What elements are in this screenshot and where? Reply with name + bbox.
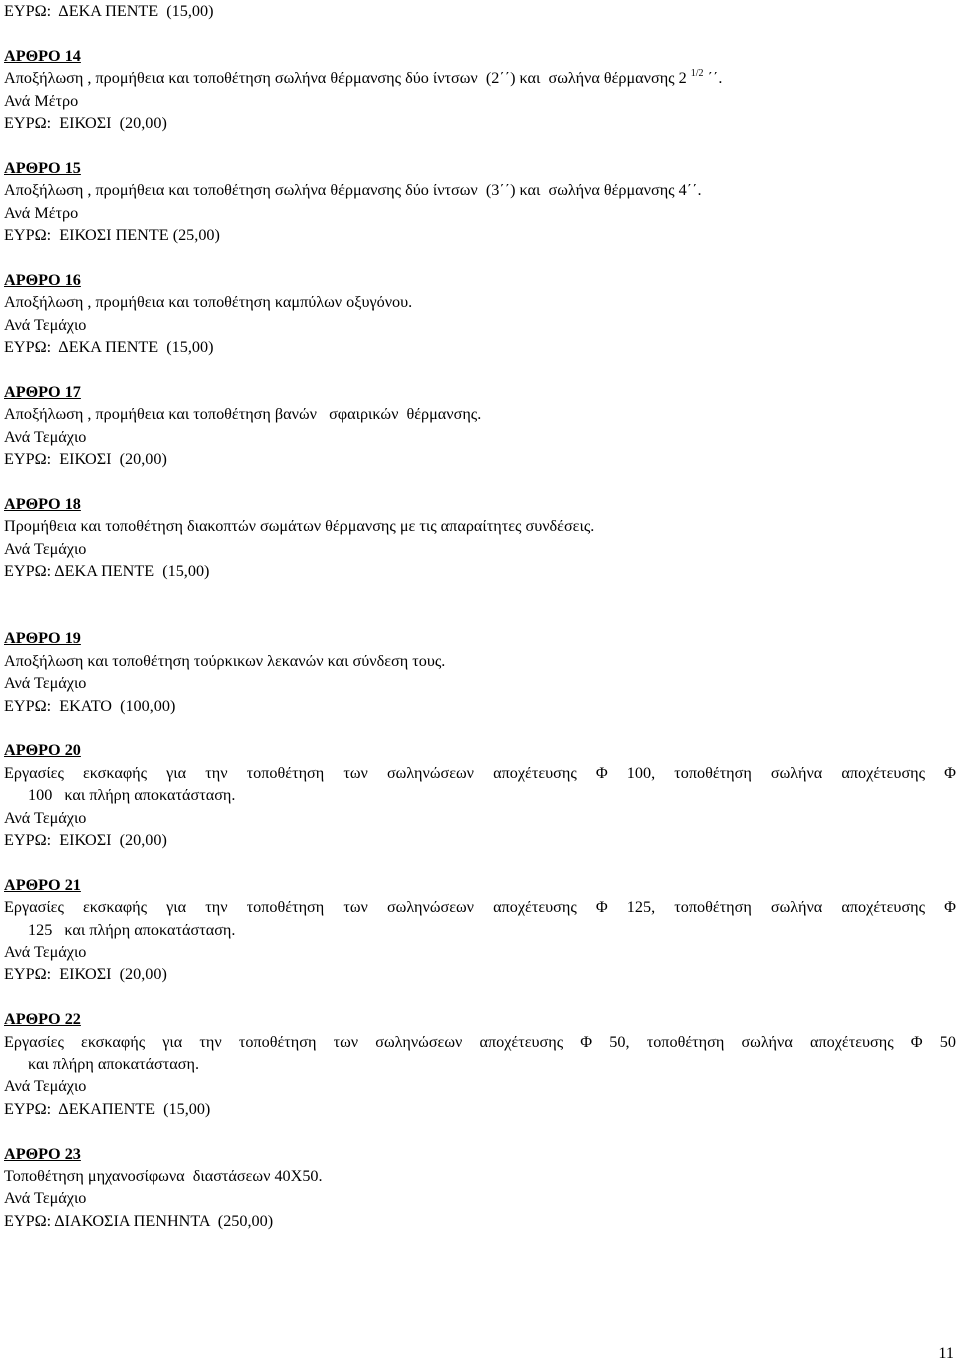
article-unit: Ανά Τεμάχιο: [4, 674, 87, 693]
article-price: ΕΥΡΩ: ΕΙΚΟΣΙ (20,00): [4, 965, 167, 984]
article-unit: Ανά Τεμάχιο: [4, 539, 87, 558]
page-number: 11: [938, 1344, 954, 1362]
article-title: ΑΡΘΡΟ 20: [4, 741, 81, 760]
article-title: ΑΡΘΡΟ 21: [4, 875, 81, 894]
article-description: Αποξήλωση , προμήθεια και τοποθέτηση βανών σφαιρικών θέρμανσης.: [4, 405, 482, 424]
article-description-line-1: Εργασίες εκσκαφής για την τοποθέτηση των σωληνώσεων αποχέτευσης Φ 100, τοποθέτηση σωλήνα αποχέτευσης Φ: [4, 763, 956, 782]
article-unit: Ανά Τεμάχιο: [4, 1077, 87, 1096]
article-title: ΑΡΘΡΟ 15: [4, 158, 81, 177]
article-16: [4, 269, 956, 359]
article-description-line-1: Εργασίες εκσκαφής για την τοποθέτηση των σωληνώσεων αποχέτευσης Φ 50, τοποθέτηση σωλήνα αποχέτευσης Φ 50: [4, 1032, 956, 1051]
article-title: ΑΡΘΡΟ 19: [4, 629, 81, 648]
article-unit: Ανά Τεμάχιο: [4, 808, 87, 827]
article-description: Αποξήλωση , προμήθεια και τοποθέτηση καμπύλων οξυγόνου.: [4, 293, 413, 312]
article-unit: Ανά Τεμάχιο: [4, 1189, 87, 1208]
price-line: ΕΥΡΩ: ΔΕΚΑ ΠΕΝΤΕ (15,00): [4, 2, 214, 20]
article-description: Αποξήλωση και τοποθέτηση τούρκικων λεκανών και σύνδεση τους.: [4, 651, 446, 670]
article-title: ΑΡΘΡΟ 22: [4, 1010, 81, 1029]
article-price: ΕΥΡΩ: ΕΙΚΟΣΙ (20,00): [4, 830, 167, 849]
article-price: ΕΥΡΩ: ΔΕΚΑ ΠΕΝΤΕ (15,00): [4, 338, 214, 357]
article-unit: Ανά Τεμάχιο: [4, 427, 87, 446]
article-title: ΑΡΘΡΟ 18: [4, 494, 81, 513]
article-price: ΕΥΡΩ: ΔΕΚΑΠΕΝΤΕ (15,00): [4, 1099, 211, 1118]
article-description: Αποξήλωση , προμήθεια και τοποθέτηση σωλήνα θέρμανσης δύο ίντσων (3΄΄) και σωλήνα θέρμανσης 4΄΄.: [4, 181, 702, 200]
article-description-line-1: Εργασίες εκσκαφής για την τοποθέτηση των σωληνώσεων αποχέτευσης Φ 125, τοποθέτηση σωλήνα αποχέτευσης Φ: [4, 898, 956, 917]
article-description-line-2: 100 και πλήρη αποκατάσταση.: [28, 786, 236, 805]
article-22: [4, 1008, 956, 1120]
article-description: Αποξήλωση , προμήθεια και τοποθέτηση σωλήνα θέρμανσης δύο ίντσων (2΄΄) και σωλήνα θέρμανσης 2 $^{1/2}$ ΄΄.: [4, 68, 723, 88]
article-description-line-2: και πλήρη αποκατάσταση.: [28, 1054, 200, 1073]
article-unit: Ανά Μέτρο: [4, 203, 79, 222]
article-description-line-2: 125 και πλήρη αποκατάσταση.: [28, 920, 236, 939]
article-title: ΑΡΘΡΟ 23: [4, 1144, 81, 1163]
article-title: ΑΡΘΡΟ 17: [4, 382, 81, 401]
article-unit: Ανά Μέτρο: [4, 91, 79, 110]
article-19: [4, 627, 956, 717]
article-description: Προμήθεια και τοποθέτηση διακοπτών σωμάτων θέρμανσης με τις απαραίτητες συνδέσεις.: [4, 517, 595, 536]
article-description: Τοποθέτηση μηχανοσίφωνα διαστάσεων 40Χ50.: [4, 1166, 323, 1185]
article-price: ΕΥΡΩ: ΕΙΚΟΣΙ ΠΕΝΤΕ (25,00): [4, 226, 220, 245]
document-body: [4, 0, 956, 1232]
article-14: [4, 45, 956, 135]
article-price: ΕΥΡΩ: ΔΕΚΑ ΠΕΝΤΕ (15,00): [4, 562, 210, 581]
article-unit: Ανά Τεμάχιο: [4, 315, 87, 334]
article-23: [4, 1143, 956, 1233]
article-price: ΕΥΡΩ: ΕΙΚΟΣΙ (20,00): [4, 450, 167, 469]
article-title: ΑΡΘΡΟ 16: [4, 270, 81, 289]
article-20: [4, 739, 956, 851]
article-15: [4, 157, 956, 247]
article-21: [4, 874, 956, 986]
article-18: [4, 493, 956, 583]
article-title: ΑΡΘΡΟ 14: [4, 46, 81, 65]
article-price: ΕΥΡΩ: ΕΙΚΟΣΙ (20,00): [4, 114, 167, 133]
article-17: [4, 381, 956, 471]
article-unit: Ανά Τεμάχιο: [4, 942, 87, 961]
article-price: ΕΥΡΩ: ΕΚΑΤΟ (100,00): [4, 696, 176, 715]
superscript-fraction: 1/2: [690, 68, 704, 80]
article-price: ΕΥΡΩ: ΔΙΑΚΟΣΙΑ ΠΕΝΗΝΤΑ (250,00): [4, 1211, 274, 1230]
